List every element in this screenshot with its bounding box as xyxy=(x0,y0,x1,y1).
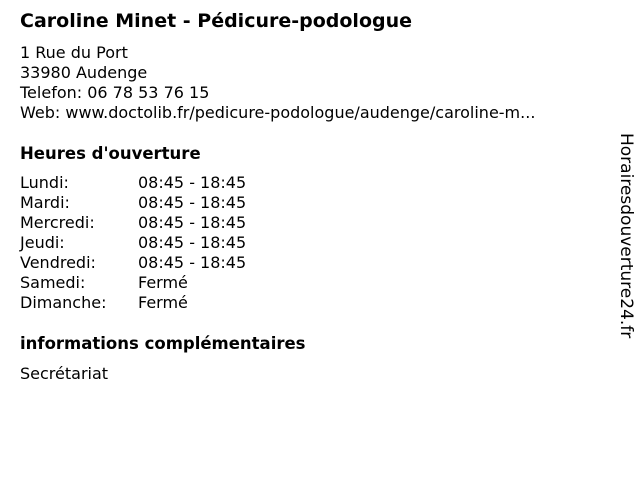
city-postal: 33980 Audenge xyxy=(20,63,148,82)
day-hours: Fermé xyxy=(138,293,188,312)
business-name: Caroline Minet - Pédicure-podologue xyxy=(20,10,413,32)
day-label: Dimanche: xyxy=(20,293,107,312)
day-hours: 08:45 - 18:45 xyxy=(138,233,247,252)
day-hours: Fermé xyxy=(138,273,188,292)
day-label: Mardi: xyxy=(20,193,70,212)
day-label: Vendredi: xyxy=(20,253,96,272)
additional-info-text: Secrétariat xyxy=(20,364,109,383)
day-hours: 08:45 - 18:45 xyxy=(138,173,247,192)
day-label: Lundi: xyxy=(20,173,69,192)
additional-info-heading: informations complémentaires xyxy=(20,334,306,353)
day-label: Mercredi: xyxy=(20,213,95,232)
phone-number: Telefon: 06 78 53 76 15 xyxy=(20,83,210,102)
day-hours: 08:45 - 18:45 xyxy=(138,213,247,232)
website-link[interactable]: Web: www.doctolib.fr/pedicure-podologue/audenge/caroline-m... xyxy=(20,103,536,122)
day-hours: 08:45 - 18:45 xyxy=(138,193,247,212)
day-hours: 08:45 - 18:45 xyxy=(138,253,247,272)
address-block xyxy=(20,43,535,123)
street-address: 1 Rue du Port xyxy=(20,43,128,62)
opening-hours-heading: Heures d'ouverture xyxy=(20,144,201,163)
site-watermark: Horairesdouverture24.fr xyxy=(616,133,636,339)
day-label: Samedi: xyxy=(20,273,86,292)
day-label: Jeudi: xyxy=(20,233,65,252)
